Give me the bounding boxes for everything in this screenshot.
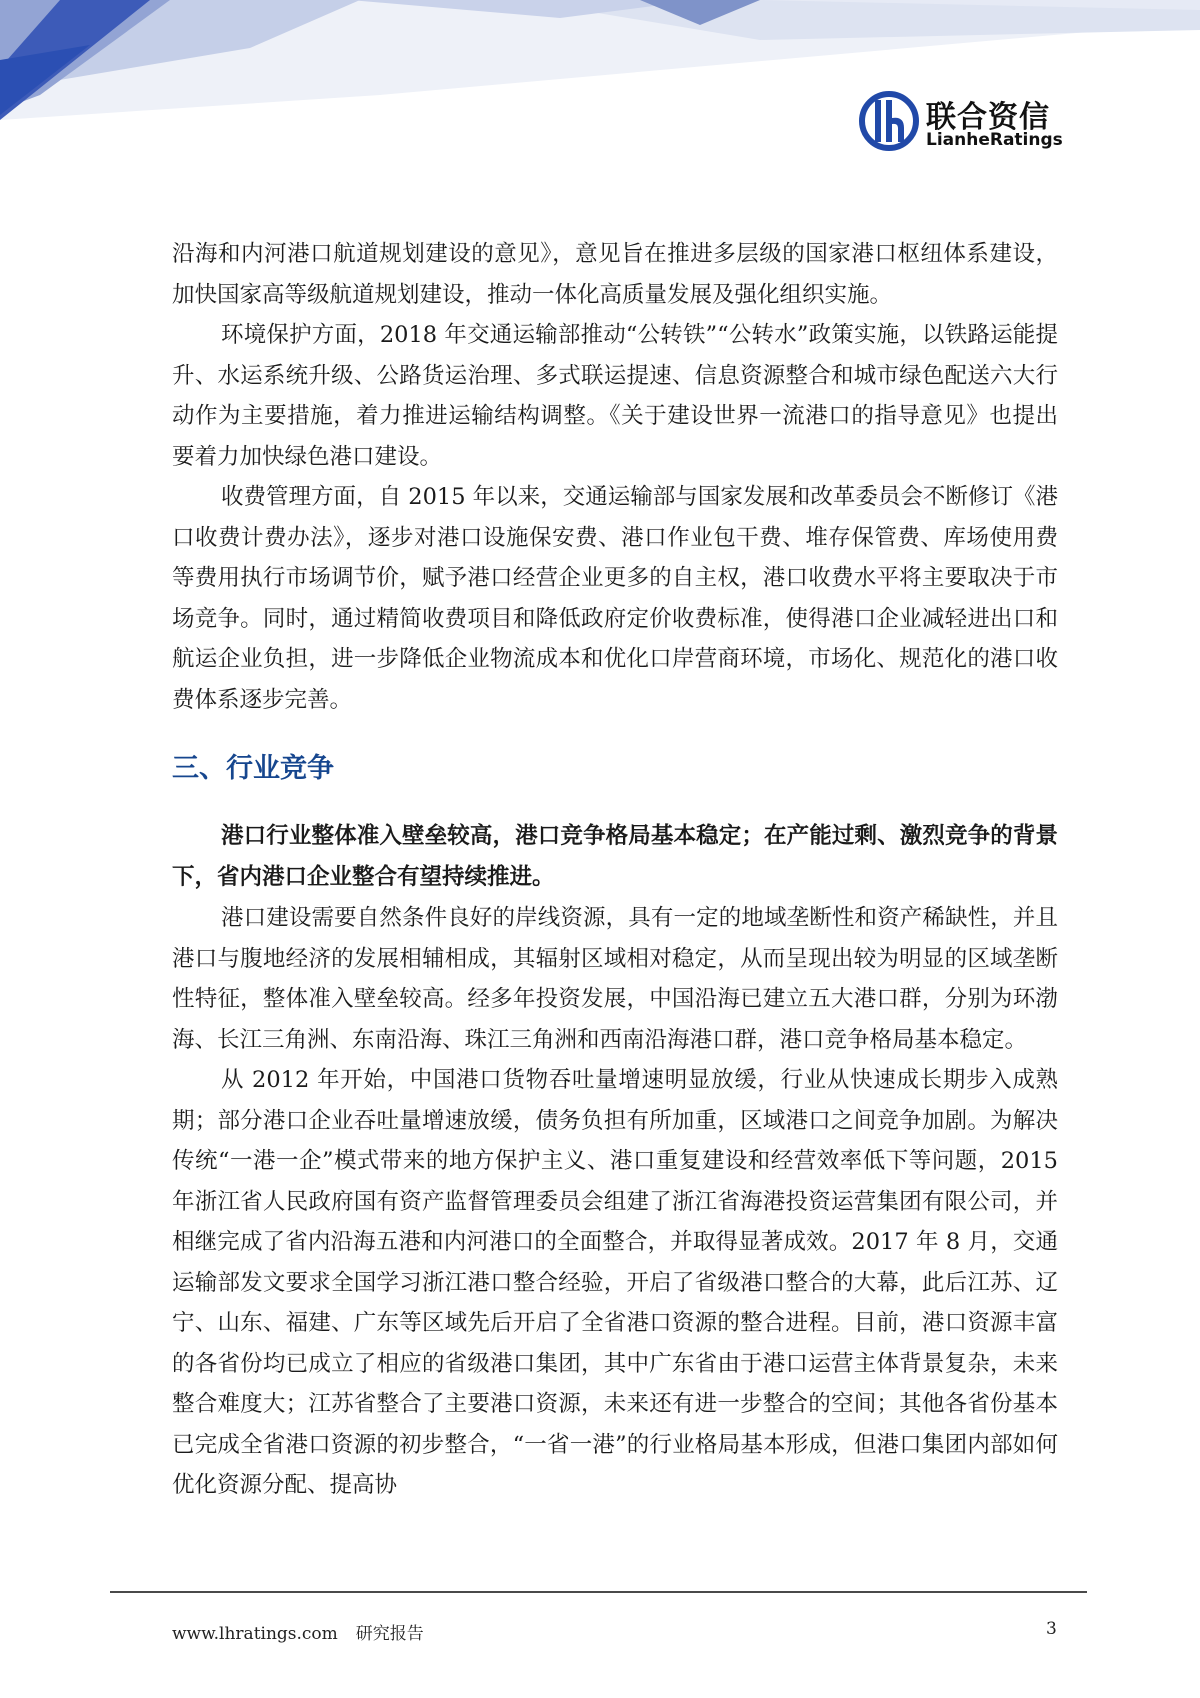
logo-text-cn: 联合资信: [926, 100, 1050, 135]
summary-paragraph: 港口行业整体准入壁垒较高，港口竞争格局基本稳定；在产能过剩、激烈竞争的背景下，省内港口企业整合有望持续推进。: [172, 823, 1058, 890]
footer-report-type: 研究报告: [355, 1624, 424, 1644]
paragraph-1: 沿海和内河港口航道规划建设的意见》，意见旨在推进多层级的国家港口枢纽体系建设，加快国家高等级航道规划建设，推动一体化高质量发展及强化组织实施。: [172, 241, 1058, 308]
document-body: [172, 234, 1058, 1506]
footer-info: [172, 1619, 424, 1644]
footer-divider: [110, 1591, 1087, 1593]
footer-website[interactable]: www.lhratings.com: [172, 1624, 338, 1644]
paragraph-integration: 从 2012 年开始，中国港口货物吞吐量增速明显放缓，行业从快速成长期步入成熟期；部分港口企业吞吐量增速放缓，债务负担有所加重，区域港口之间竞争加剧。为解决传统“一港一企”模式带来的地方保护主义、港口重复建设和经营效率低下等问题，2015 年浙江省人民政府国有资产监督管理委员会组建了浙江省海港投资运营集团有限公司，并相继完成了省内沿海五港和内河港口的全面整合，并取得显著成效。2017 年 8 月，交通运输部发文要求全国学习浙江港口整合经验，开启了省级港口整合的大幕，此后江苏、辽宁、山东、福建、广东等区域先后开启了全省港口资源的整合进程。目前，港口资源丰富的各省份均已成立了相应的省级港口集团，其中广东省由于港口运营主体背景复杂，未来整合难度大；江苏省整合了主要港口资源，未来还有进一步整合的空间；其他各省份基本已完成全省港口资源的初步整合，“一省一港”的行业格局基本形成，但港口集团内部如何优化资源分配、提高协: [172, 1067, 1058, 1498]
paragraph-environment: 环境保护方面，2018 年交通运输部推动“公转铁”“公转水”政策实施，以铁路运能提升、水运系统升级、公路货运治理、多式联运提速、信息资源整合和城市绿色配送六大行动作为主要措施，着力推进运输结构调整。《关于建设世界一流港口的指导意见》也提出要着力加快绿色港口建设。: [172, 322, 1058, 470]
section-heading: 三、行业竞争: [172, 753, 334, 784]
logo-text-en: LianheRatings: [926, 130, 1063, 150]
lianhe-logo: [858, 90, 1068, 156]
lianhe-logo-icon: [858, 90, 920, 152]
page-number: 3: [1046, 1619, 1057, 1639]
paragraph-fees: 收费管理方面，自 2015 年以来，交通运输部与国家发展和改革委员会不断修订《港口收费计费办法》，逐步对港口设施保安费、港口作业包干费、堆存保管费、库场使用费等费用执行市场调节价，赋予港口经营企业更多的自主权，港口收费水平将主要取决于市场竞争。同时，通过精简收费项目和降低政府定价收费标准，使得港口企业减轻进出口和航运企业负担，进一步降低企业物流成本和优化口岸营商环境，市场化、规范化的港口收费体系逐步完善。: [172, 484, 1058, 713]
paragraph-barriers: 港口建设需要自然条件良好的岸线资源，具有一定的地域垄断性和资产稀缺性，并且港口与腹地经济的发展相辅相成，其辐射区域相对稳定，从而呈现出较为明显的区域垄断性特征，整体准入壁垒较高。经多年投资发展，中国沿海已建立五大港口群，分别为环渤海、长江三角洲、东南沿海、珠江三角洲和西南沿海港口群，港口竞争格局基本稳定。: [172, 905, 1058, 1053]
